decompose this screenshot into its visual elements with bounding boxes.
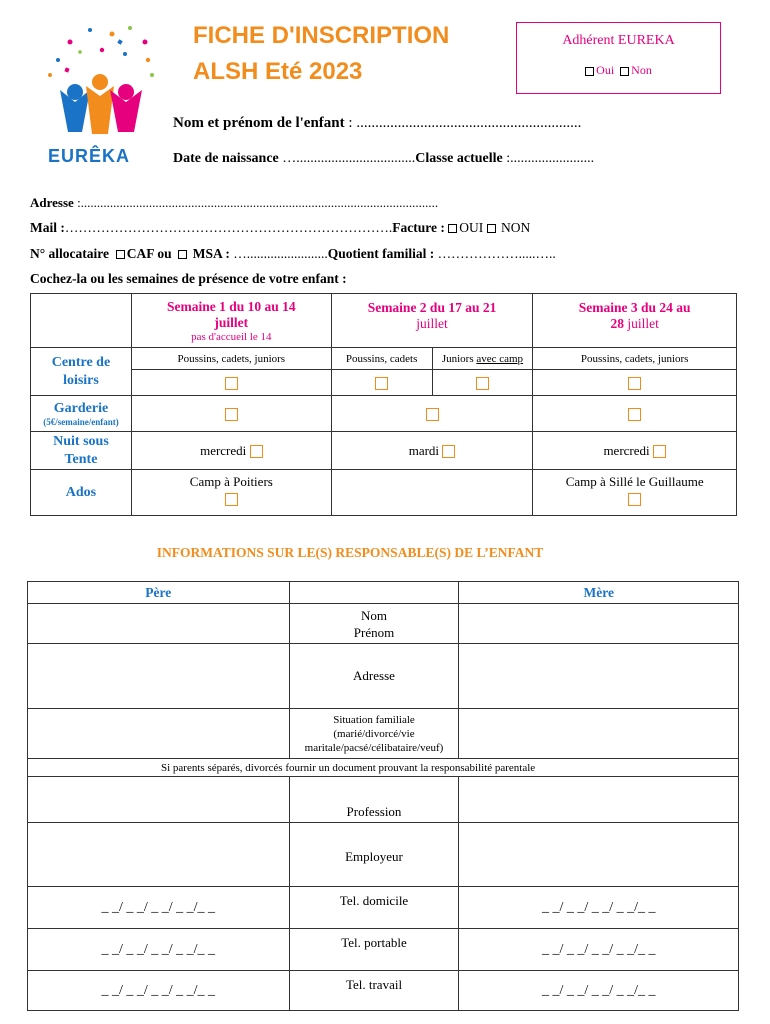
child-name-label: Nom et prénom de l'enfant <box>173 115 345 131</box>
form-subtitle: ALSH Eté 2023 <box>193 58 363 85</box>
w1-groups: Poussins, cadets, juniors <box>131 348 331 370</box>
week2-header <box>331 294 533 348</box>
tel-home-row <box>28 887 739 929</box>
parents-table <box>27 581 739 1011</box>
caf-checkbox[interactable] <box>116 250 125 259</box>
member-oui-label: Oui <box>596 63 615 77</box>
situation-row <box>28 709 739 759</box>
ados-w3-checkbox[interactable] <box>628 493 641 506</box>
week1-note: pas d'accueil le 14 <box>191 330 272 343</box>
week3-month <box>533 316 736 332</box>
adresse-label: Adresse <box>289 644 459 709</box>
member-non-checkbox[interactable] <box>620 67 629 76</box>
parents-section-title: INFORMATIONS SUR LE(S) RESPONSABLE(S) DE L’ENFANT <box>156 545 544 560</box>
week3-header <box>533 294 737 348</box>
ados-row <box>31 470 737 516</box>
pere-situation-field[interactable] <box>28 709 290 759</box>
form-title: FICHE D'INSCRIPTION <box>193 22 450 49</box>
centre-label: Centre de loisirs <box>31 348 132 396</box>
profession-label: Profession <box>289 777 459 823</box>
child-name-field[interactable]: : ............................................................ <box>344 115 582 131</box>
week2-month: juillet <box>416 316 448 331</box>
invoice-non-label: NON <box>500 220 531 235</box>
mere-tel-work-field[interactable]: _ _/ _ _/ _ _/ _ _/_ _ <box>459 971 739 1011</box>
caf-label: CAF ou <box>126 246 172 261</box>
mere-profession-field[interactable] <box>459 777 739 823</box>
nuit-label: Nuit sous Tente <box>31 432 132 470</box>
mere-header: Mère <box>459 582 739 604</box>
pere-header: Père <box>28 582 290 604</box>
w2-groups-pc: Poussins, cadets <box>331 348 432 370</box>
parents-header-row <box>28 582 739 604</box>
weeks-header-row <box>31 294 737 348</box>
invoice-oui-label: OUI <box>459 220 484 235</box>
pere-name-field[interactable] <box>28 604 290 644</box>
tel-mobile-label: Tel. portable <box>289 929 459 971</box>
logo-text: EURÊKA <box>48 146 131 166</box>
ados-label: Ados <box>31 470 132 516</box>
centre-groups-row <box>31 348 737 370</box>
mere-tel-home-field[interactable]: _ _/ _ _/ _ _/ _ _/_ _ <box>459 887 739 929</box>
week1-header <box>131 294 331 348</box>
week3-month-label: juillet <box>627 316 659 331</box>
ados-w1-checkbox[interactable] <box>225 493 238 506</box>
centre-w2-pc-checkbox[interactable] <box>375 377 388 390</box>
week2-title: Semaine 2 du 17 au 21 <box>367 300 497 315</box>
mere-tel-mobile-field[interactable]: _ _/ _ _/ _ _/ _ _/_ _ <box>459 929 739 971</box>
centre-w1-checkbox[interactable] <box>225 377 238 390</box>
garderie-w1-checkbox[interactable] <box>225 408 238 421</box>
eureka-logo <box>30 20 170 170</box>
mere-situation-field[interactable] <box>459 709 739 759</box>
birth-date-field[interactable]: ….................................. <box>278 151 416 166</box>
juniors-camp-label: avec camp <box>476 352 524 365</box>
tel-mobile-row <box>28 929 739 971</box>
pere-tel-work-field[interactable]: _ _/ _ _/ _ _/ _ _/_ _ <box>28 971 290 1011</box>
member-oui-checkbox[interactable] <box>585 67 594 76</box>
centre-w3-checkbox[interactable] <box>628 377 641 390</box>
birth-line <box>173 151 594 167</box>
pere-profession-field[interactable] <box>28 777 290 823</box>
nuit-w1-day: mercredi <box>200 442 247 458</box>
child-name-line <box>173 115 581 132</box>
address-label: Adresse <box>30 195 74 210</box>
week3-title: Semaine 3 du 24 au <box>578 300 691 315</box>
allocataire-label: N° allocataire <box>30 246 110 261</box>
centre-w2-juniors-checkbox[interactable] <box>476 377 489 390</box>
garderie-w3-checkbox[interactable] <box>628 408 641 421</box>
profession-row <box>28 777 739 823</box>
nuit-w3-checkbox[interactable] <box>653 445 666 458</box>
garderie-label: Garderie <box>53 400 109 416</box>
mere-address-field[interactable] <box>459 644 739 709</box>
weeks-table <box>30 293 737 516</box>
mere-employer-field[interactable] <box>459 823 739 887</box>
member-box <box>516 22 721 94</box>
nuit-row <box>31 432 737 470</box>
nuit-w1-checkbox[interactable] <box>250 445 263 458</box>
address-field[interactable]: :.............................................................................................................. <box>73 195 439 210</box>
member-options <box>517 63 720 78</box>
birth-date-label: Date de naissance <box>173 151 279 166</box>
garderie-note: (5€/semaine/enfant) <box>43 416 119 427</box>
invoice-oui-checkbox[interactable] <box>448 224 457 233</box>
separated-row <box>28 759 739 777</box>
week3-day: 28 <box>610 316 624 331</box>
member-non-label: Non <box>631 63 652 77</box>
nom-label: Nom <box>361 607 387 623</box>
ados-w3-camp: Camp à Sillé le Guillaume <box>565 474 704 489</box>
tel-work-label: Tel. travail <box>289 971 459 1011</box>
week1-title: Semaine 1 du 10 au 14 juillet <box>166 298 296 330</box>
garderie-label-cell <box>31 396 132 432</box>
class-label: Classe actuelle <box>415 151 503 166</box>
juniors-label: Juniors <box>441 352 474 365</box>
tel-work-row <box>28 971 739 1011</box>
name-row <box>28 604 739 644</box>
situation-detail: (marié/divorcé/vie maritale/pacsé/célibataire/veuf) <box>304 727 444 754</box>
class-field[interactable]: :........................ <box>502 151 595 166</box>
pere-employer-field[interactable] <box>28 823 290 887</box>
prenom-label: Prénom <box>353 624 395 640</box>
mail-label: Mail : <box>30 220 65 235</box>
employeur-label: Employeur <box>289 823 459 887</box>
separated-note: Si parents séparés, divorcés fournir un document prouvant la responsabilité parentale <box>28 759 739 777</box>
address-row <box>28 644 739 709</box>
member-box-title: Adhérent EUREKA <box>562 33 675 48</box>
garderie-w2-checkbox[interactable] <box>426 408 439 421</box>
ados-w2-empty <box>331 470 533 516</box>
mail-line <box>30 220 530 236</box>
msa-checkbox[interactable] <box>178 250 187 259</box>
allocataire-field[interactable]: …........................ <box>229 246 328 261</box>
pere-tel-home-field[interactable]: _ _/ _ _/ _ _/ _ _/_ _ <box>28 887 290 929</box>
garderie-row <box>31 396 737 432</box>
w2-groups-juniors <box>432 348 533 370</box>
mere-name-field[interactable] <box>459 604 739 644</box>
ados-w1-camp: Camp à Poitiers <box>189 474 273 489</box>
invoice-non-checkbox[interactable] <box>487 224 496 233</box>
pere-address-field[interactable] <box>28 644 290 709</box>
nuit-w3-day: mercredi <box>603 442 650 458</box>
msa-label: MSA : <box>192 246 230 261</box>
address-line <box>30 195 438 211</box>
invoice-label: Facture : <box>392 220 445 235</box>
quotient-field[interactable]: ……………….....….. <box>434 246 556 261</box>
nuit-w2-checkbox[interactable] <box>442 445 455 458</box>
employer-row <box>28 823 739 887</box>
empty-corner <box>31 294 132 348</box>
weeks-prompt: Cochez-la ou les semaines de présence de votre enfant : <box>30 271 347 286</box>
pere-tel-mobile-field[interactable]: _ _/ _ _/ _ _/ _ _/_ _ <box>28 929 290 971</box>
w3-groups: Poussins, cadets, juniors <box>533 348 737 370</box>
mail-field[interactable]: ………………………………………………………………. <box>64 220 393 235</box>
quotient-label: Quotient familial : <box>327 246 435 261</box>
situation-label: Situation familiale <box>333 713 415 726</box>
allocataire-line <box>30 246 556 262</box>
nuit-w2-day: mardi <box>408 442 440 458</box>
tel-home-label: Tel. domicile <box>289 887 459 929</box>
centre-check-row <box>31 370 737 396</box>
